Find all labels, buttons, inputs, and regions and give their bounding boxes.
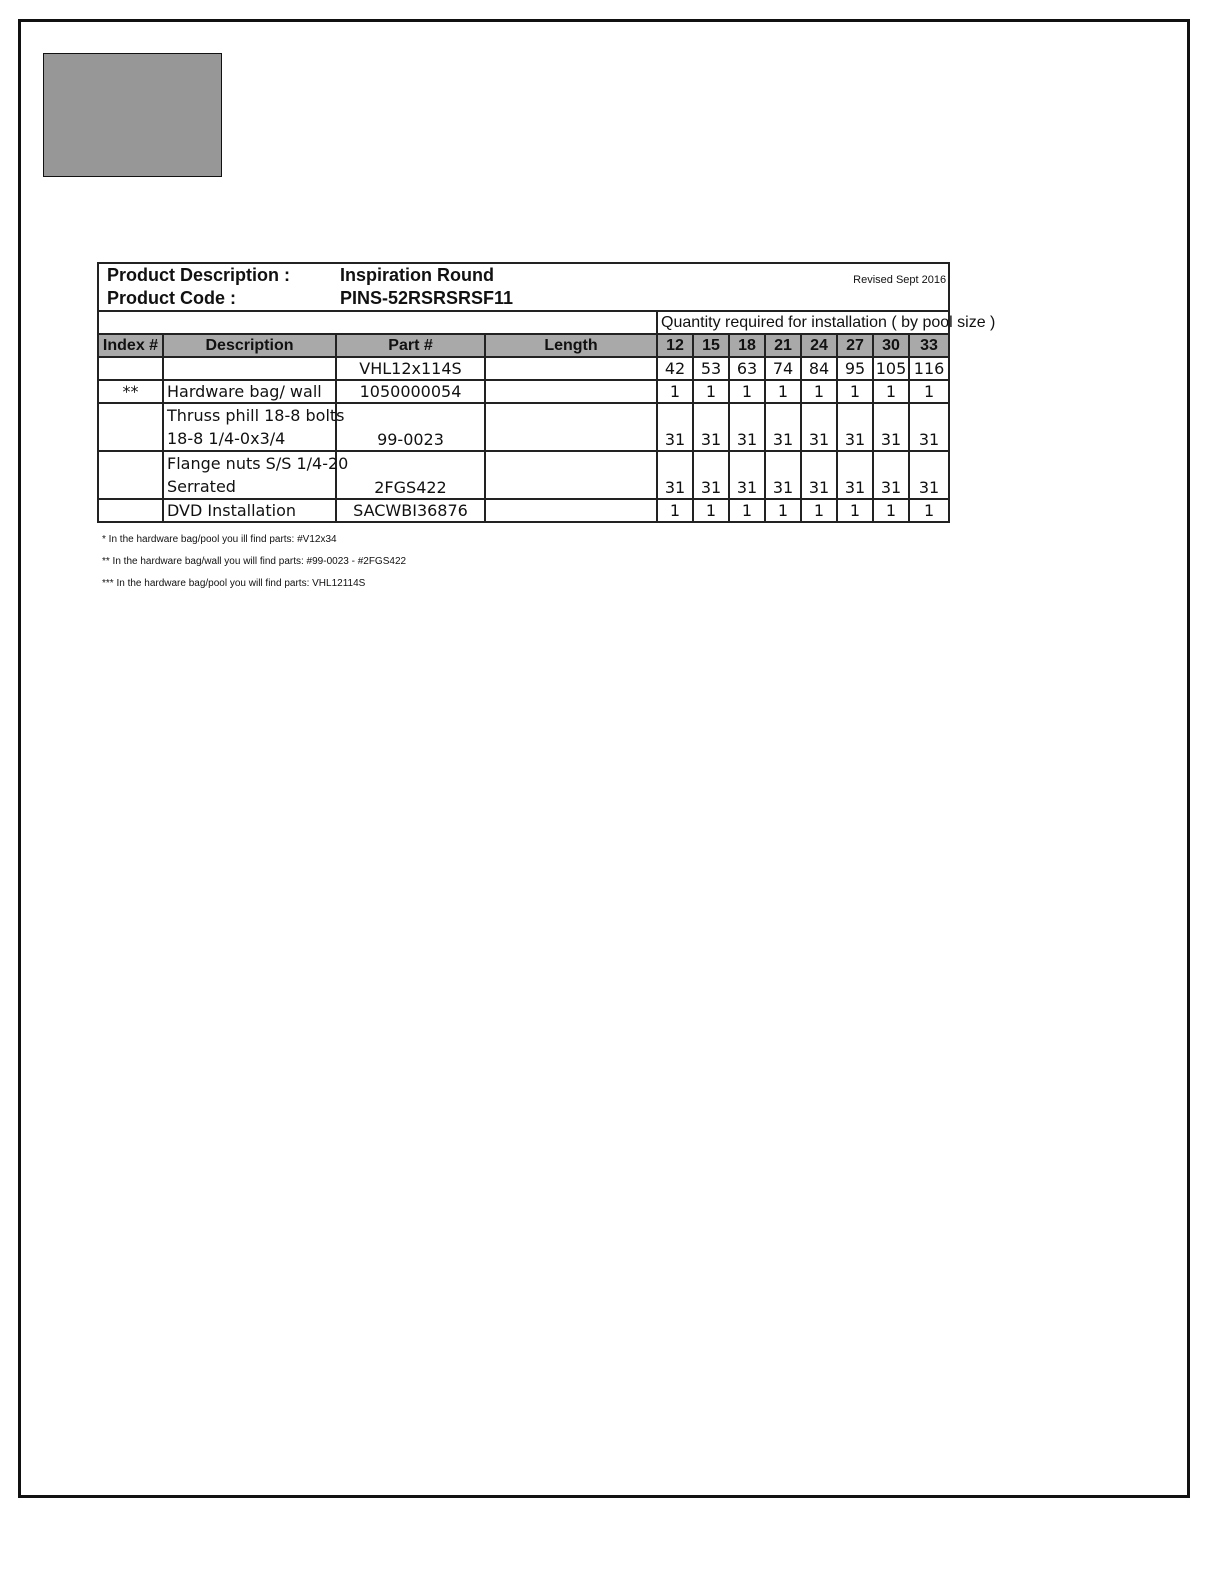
row-description-line1: Thruss phill 18-8 bolts xyxy=(167,406,345,425)
row-qty: 31 xyxy=(657,403,693,451)
header-row xyxy=(98,263,949,311)
row-qty: 1 xyxy=(765,499,801,522)
footnote: ** In the hardware bag/wall you will find parts: #99-0023 - #2FGS422 xyxy=(102,556,407,567)
row-qty: 84 xyxy=(801,357,837,380)
row-part: SACWBI36876 xyxy=(336,499,485,522)
column-header-row xyxy=(98,334,949,357)
row-length xyxy=(485,499,657,522)
page-frame xyxy=(18,19,1190,1498)
table-row xyxy=(98,499,949,522)
table-row xyxy=(98,403,949,451)
row-qty: 1 xyxy=(801,380,837,403)
row-qty: 42 xyxy=(657,357,693,380)
row-qty: 95 xyxy=(837,357,873,380)
product-code-label: Product Code : xyxy=(107,288,236,308)
row-part: 1050000054 xyxy=(336,380,485,403)
product-description-label: Product Description : xyxy=(107,265,291,285)
row-qty: 1 xyxy=(801,499,837,522)
row-description-line1: Flange nuts S/S 1/4-20 xyxy=(167,454,349,473)
parts-sheet xyxy=(97,262,996,595)
table-row xyxy=(98,380,949,403)
col-size-15: 15 xyxy=(693,334,729,357)
row-part: 2FGS422 xyxy=(336,451,485,499)
row-qty: 31 xyxy=(729,451,765,499)
col-length: Length xyxy=(485,334,657,357)
col-description: Description xyxy=(163,334,336,357)
row-description: Hardware bag/ wall xyxy=(163,380,336,403)
row-index xyxy=(98,451,163,499)
row-description xyxy=(163,403,345,451)
row-index xyxy=(98,403,163,451)
row-qty: 1 xyxy=(657,499,693,522)
row-qty: 31 xyxy=(693,403,729,451)
row-qty: 31 xyxy=(657,451,693,499)
col-size-24: 24 xyxy=(801,334,837,357)
row-qty: 1 xyxy=(693,380,729,403)
row-qty: 31 xyxy=(873,403,909,451)
row-qty: 31 xyxy=(801,403,837,451)
row-part: 99-0023 xyxy=(336,403,485,451)
table-row xyxy=(98,357,949,380)
row-description xyxy=(163,357,336,380)
row-qty: 31 xyxy=(765,403,801,451)
row-index: ** xyxy=(98,380,163,403)
col-part: Part # xyxy=(336,334,485,357)
quantity-caption: Quantity required for installation ( by pool size ) xyxy=(657,311,949,334)
row-length xyxy=(485,357,657,380)
parts-table xyxy=(97,262,996,523)
row-index xyxy=(98,357,163,380)
col-size-18: 18 xyxy=(729,334,765,357)
col-size-21: 21 xyxy=(765,334,801,357)
col-size-27: 27 xyxy=(837,334,873,357)
row-qty: 1 xyxy=(729,499,765,522)
row-index xyxy=(98,499,163,522)
row-qty: 31 xyxy=(729,403,765,451)
row-description-line2: Serrated xyxy=(167,477,236,496)
row-qty: 31 xyxy=(909,403,949,451)
row-qty: 1 xyxy=(909,380,949,403)
row-part: VHL12x114S xyxy=(336,357,485,380)
col-size-12: 12 xyxy=(657,334,693,357)
row-qty: 1 xyxy=(837,380,873,403)
row-qty: 31 xyxy=(837,403,873,451)
row-qty: 63 xyxy=(729,357,765,380)
col-size-33: 33 xyxy=(909,334,949,357)
product-header xyxy=(98,263,949,311)
row-length xyxy=(485,380,657,403)
row-qty: 1 xyxy=(693,499,729,522)
row-qty: 31 xyxy=(765,451,801,499)
row-qty: 74 xyxy=(765,357,801,380)
col-index: Index # xyxy=(98,334,163,357)
product-code-value: PINS-52RSRSRSF11 xyxy=(340,288,514,308)
row-qty: 1 xyxy=(873,380,909,403)
row-qty: 1 xyxy=(873,499,909,522)
footnote: * In the hardware bag/pool you ill find parts: #V12x34 xyxy=(102,534,337,545)
logo-placeholder xyxy=(43,53,222,177)
row-qty: 53 xyxy=(693,357,729,380)
row-qty: 31 xyxy=(873,451,909,499)
row-qty: 31 xyxy=(837,451,873,499)
col-size-30: 30 xyxy=(873,334,909,357)
caption-row xyxy=(98,311,949,334)
row-qty: 1 xyxy=(909,499,949,522)
product-description-value: Inspiration Round xyxy=(340,265,494,285)
row-qty: 31 xyxy=(909,451,949,499)
row-description-line2: 18-8 1/4-0x3/4 xyxy=(167,429,286,448)
revised-date: Revised Sept 2016 xyxy=(853,274,947,286)
row-qty: 31 xyxy=(693,451,729,499)
row-qty: 1 xyxy=(729,380,765,403)
row-qty: 1 xyxy=(657,380,693,403)
row-description: DVD Installation xyxy=(163,499,336,522)
row-length xyxy=(485,451,657,499)
row-qty: 31 xyxy=(801,451,837,499)
row-qty: 1 xyxy=(837,499,873,522)
row-qty: 105 xyxy=(873,357,909,380)
footnotes xyxy=(97,529,948,595)
row-length xyxy=(485,403,657,451)
table-row xyxy=(98,451,949,499)
row-description xyxy=(163,451,349,499)
footnote: *** In the hardware bag/pool you will find parts: VHL12114S xyxy=(102,578,366,589)
row-qty: 1 xyxy=(765,380,801,403)
row-qty: 116 xyxy=(909,357,949,380)
